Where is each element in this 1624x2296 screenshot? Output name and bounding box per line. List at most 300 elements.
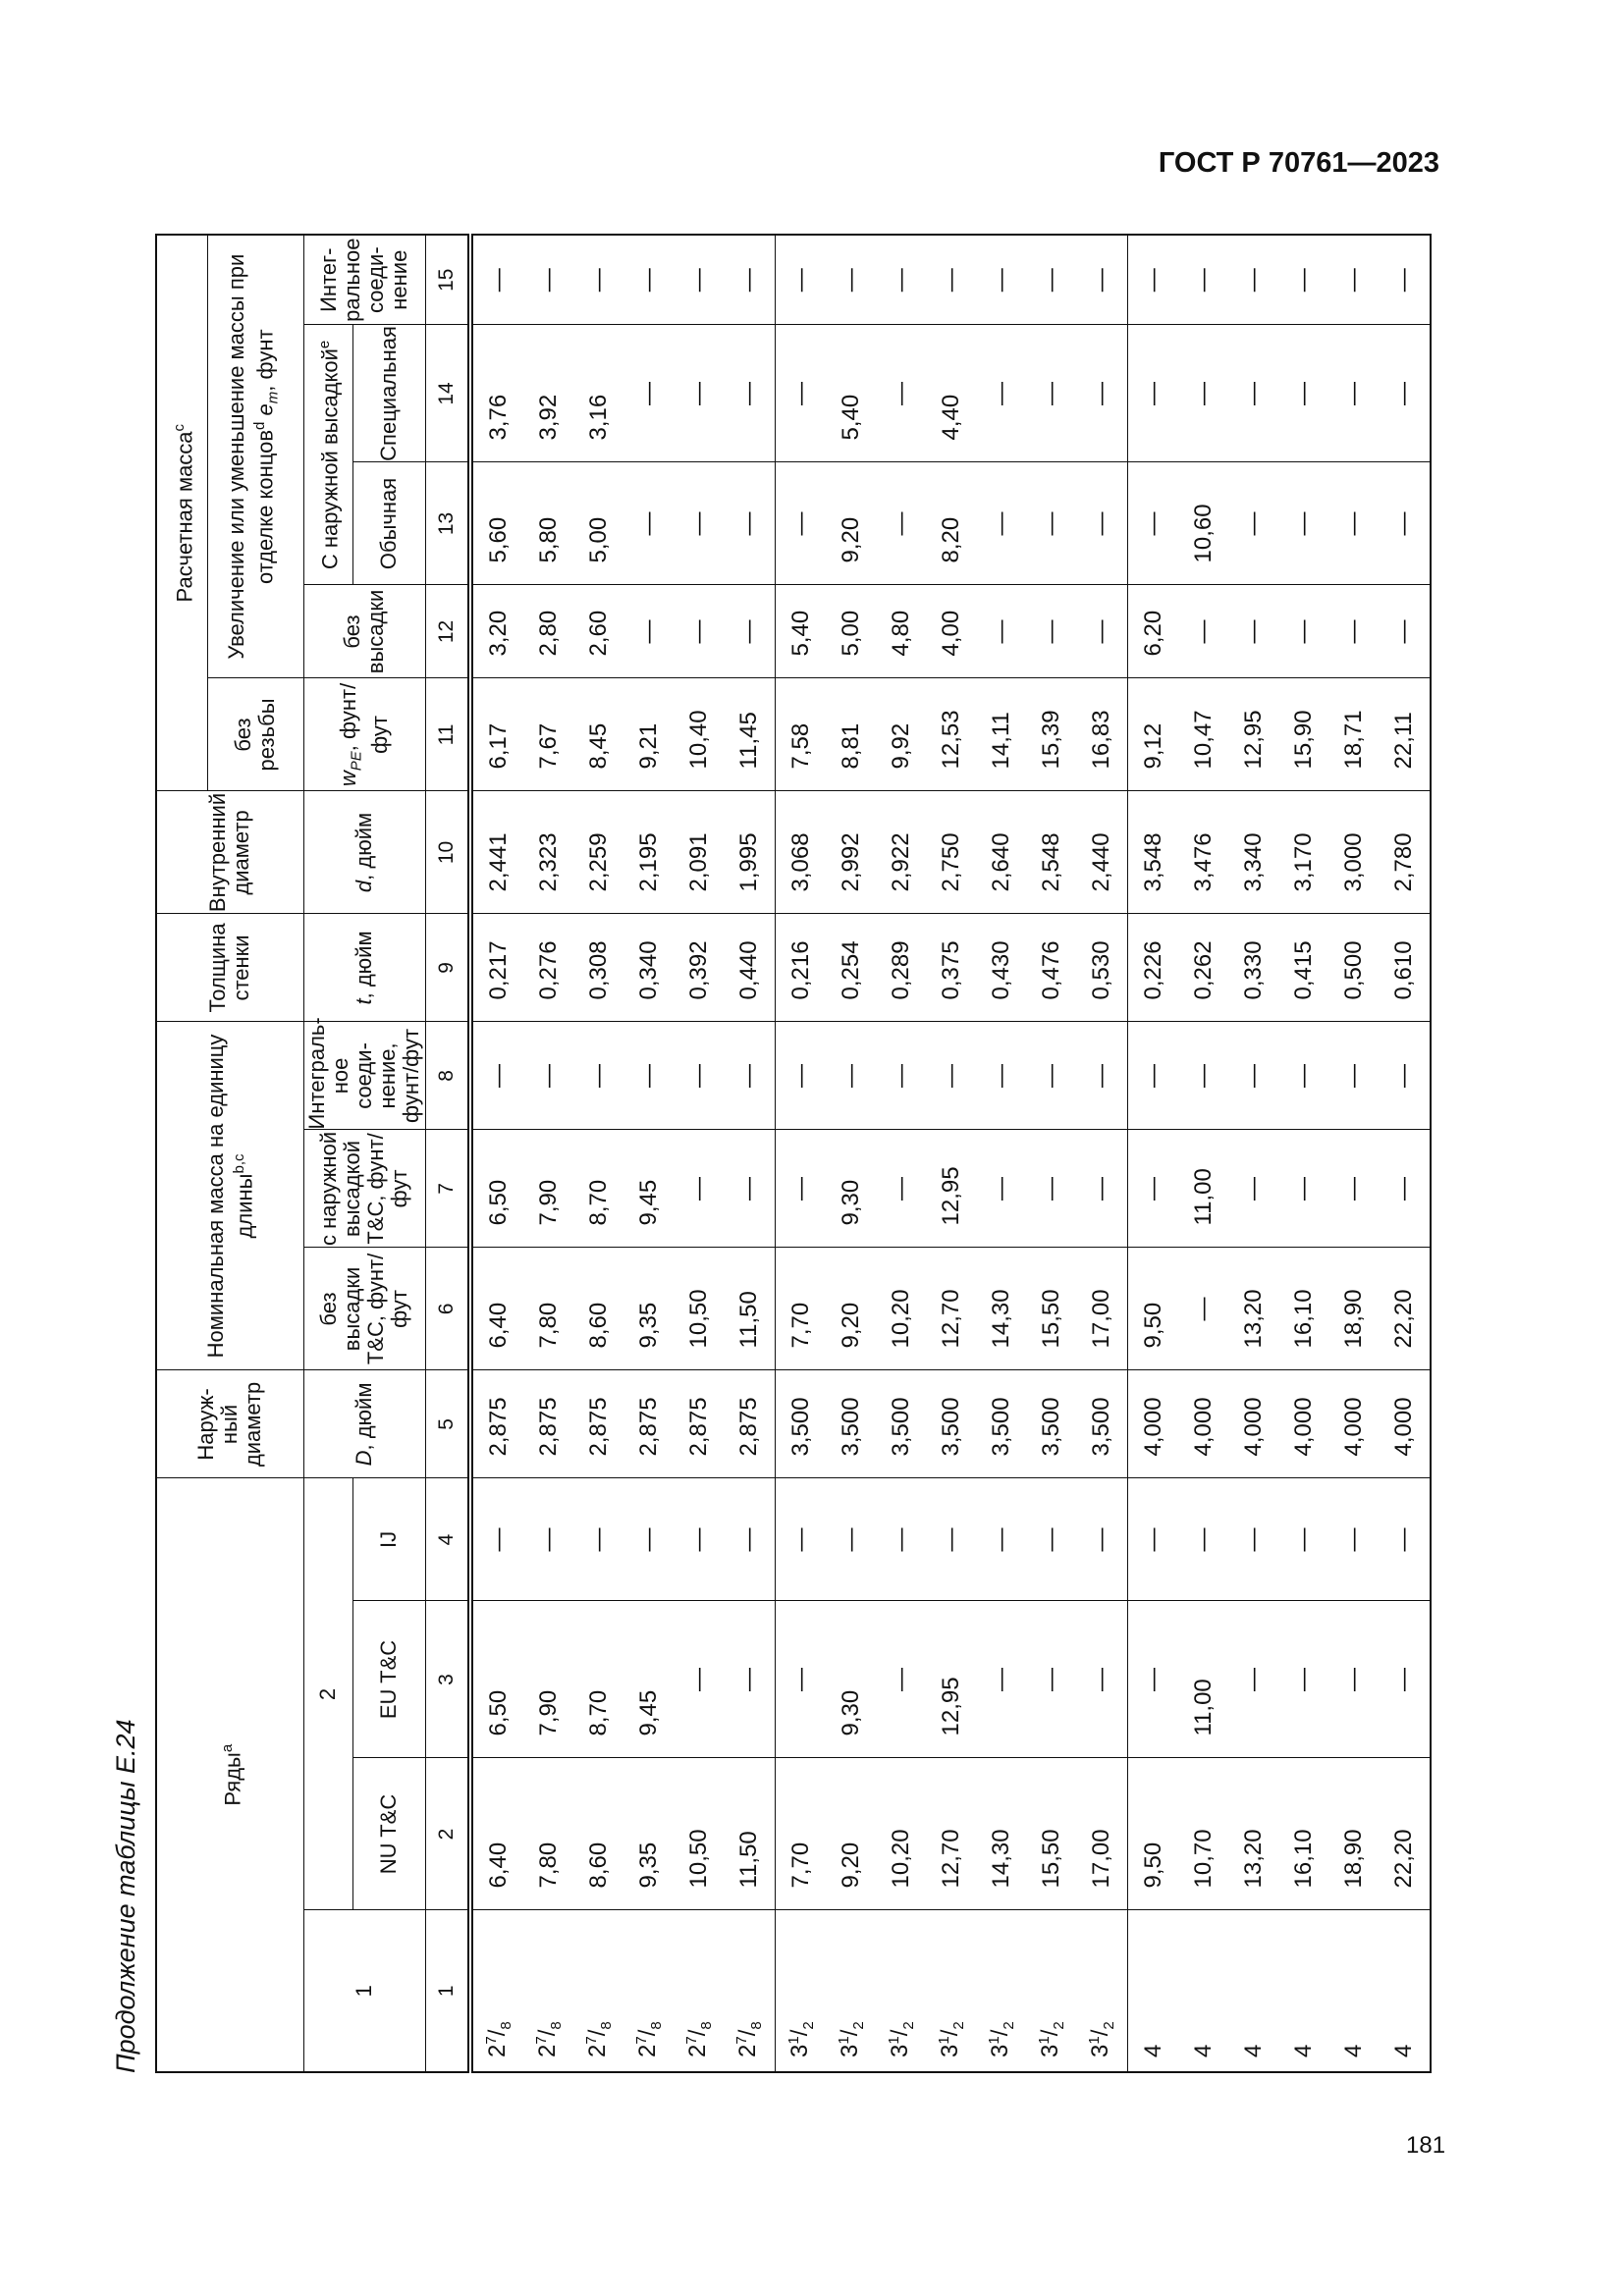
cell-col10: 1,995 <box>724 791 776 914</box>
size-numerator: 7 <box>482 2036 500 2045</box>
document-header: ГОСТ Р 70761—2023 <box>1158 147 1439 179</box>
cell-col3: — <box>1379 1601 1431 1758</box>
cell-col3: 6,50 <box>470 1601 523 1758</box>
header-rows-label: Ряды <box>219 1752 244 1806</box>
cell-col5: 3,500 <box>826 1370 876 1478</box>
cell-col8: — <box>926 1022 976 1130</box>
table-row <box>926 235 976 2072</box>
cell-col12: 5,00 <box>826 585 876 678</box>
cell-col14: 4,40 <box>926 325 976 462</box>
size-whole: 3 <box>836 2044 863 2057</box>
cell-col12: 2,80 <box>523 585 573 678</box>
fraction-slash: / <box>886 2029 913 2037</box>
header-upset-label: С наружной высадкой <box>317 348 343 570</box>
cell-col13: — <box>1278 462 1328 585</box>
cell-col11: 8,81 <box>826 678 876 791</box>
column-number: 14 <box>425 325 470 462</box>
size-whole: 2 <box>683 2044 711 2057</box>
fraction-slash: / <box>836 2029 863 2037</box>
footnote-mark: c <box>170 423 188 432</box>
cell-col5: 4,000 <box>1278 1370 1328 1478</box>
cell-col9: 0,226 <box>1128 914 1179 1022</box>
unit-label: , дюйм <box>352 1382 376 1451</box>
size-cell <box>1379 1910 1431 2072</box>
header-col7: с наружной высадкой T&C, фунт/фут <box>303 1130 425 1248</box>
cell-col15: — <box>1026 235 1076 325</box>
cell-col8: — <box>470 1022 523 1130</box>
cell-col7: — <box>1128 1130 1179 1248</box>
cell-col10: 3,340 <box>1228 791 1278 914</box>
cell-col11: 11,45 <box>724 678 776 791</box>
cell-col12: — <box>1328 585 1379 678</box>
cell-col14: 3,92 <box>523 325 573 462</box>
cell-col14: 3,16 <box>573 325 623 462</box>
cell-col12: — <box>1178 585 1228 678</box>
cell-col5: 3,500 <box>1076 1370 1128 1478</box>
symbol-d: d <box>352 880 376 893</box>
cell-col7: 6,50 <box>470 1130 523 1248</box>
cell-col6: 7,80 <box>523 1248 573 1370</box>
cell-col9: 0,440 <box>724 914 776 1022</box>
cell-col5: 3,500 <box>876 1370 926 1478</box>
header-ij: IJ <box>352 1478 425 1601</box>
cell-col9: 0,415 <box>1278 914 1328 1022</box>
cell-col3: 8,70 <box>573 1601 623 1758</box>
cell-col11: 10,40 <box>674 678 724 791</box>
column-number: 13 <box>425 462 470 585</box>
size-denominator: 8 <box>497 2021 514 2030</box>
table-body <box>470 235 1431 2072</box>
cell-col15: — <box>1278 235 1328 325</box>
size-cell <box>876 1910 926 2072</box>
column-number: 12 <box>425 585 470 678</box>
cell-col8: — <box>674 1022 724 1130</box>
cell-col9: 0,430 <box>976 914 1026 1022</box>
fraction-slash: / <box>1087 2029 1114 2037</box>
cell-col6: 10,20 <box>876 1248 926 1370</box>
cell-col3: 11,00 <box>1178 1601 1228 1758</box>
cell-col8: — <box>1228 1022 1278 1130</box>
cell-col11: 14,11 <box>976 678 1026 791</box>
size-cell <box>826 1910 876 2072</box>
cell-col2: 12,70 <box>926 1758 976 1910</box>
cell-col12: 2,60 <box>573 585 623 678</box>
cell-col10: 2,323 <box>523 791 573 914</box>
cell-col11: 8,45 <box>573 678 623 791</box>
size-cell <box>1128 1910 1179 2072</box>
cell-col6: 9,20 <box>826 1248 876 1370</box>
cell-col4: — <box>623 1478 674 1601</box>
cell-col3: 9,45 <box>623 1601 674 1758</box>
cell-col3: 12,95 <box>926 1601 976 1758</box>
size-denominator: 8 <box>697 2021 715 2030</box>
cell-col15: — <box>523 235 573 325</box>
cell-col5: 2,875 <box>674 1370 724 1478</box>
cell-col8: — <box>623 1022 674 1130</box>
cell-col7: 9,30 <box>826 1130 876 1248</box>
cell-col9: 0,610 <box>1379 914 1431 1022</box>
size-whole: 2 <box>583 2044 611 2057</box>
cell-col11: 9,92 <box>876 678 926 791</box>
cell-col4: — <box>876 1478 926 1601</box>
cell-col10: 2,780 <box>1379 791 1431 914</box>
fraction-slash: / <box>583 2029 611 2037</box>
size-whole: 3 <box>1036 2044 1063 2057</box>
cell-col9: 0,530 <box>1076 914 1128 1022</box>
cell-col3: — <box>876 1601 926 1758</box>
cell-col10: 2,750 <box>926 791 976 914</box>
cell-col4: — <box>926 1478 976 1601</box>
cell-col3: — <box>724 1601 776 1758</box>
cell-col8: — <box>1026 1022 1076 1130</box>
cell-col7: — <box>1328 1130 1379 1248</box>
cell-col4: — <box>573 1478 623 1601</box>
cell-col13: 9,20 <box>826 462 876 585</box>
size-denominator: 2 <box>1050 2021 1067 2030</box>
size-cell <box>724 1910 776 2072</box>
cell-col4: — <box>976 1478 1026 1601</box>
cell-col5: 2,875 <box>724 1370 776 1478</box>
cell-col7: — <box>1228 1130 1278 1248</box>
cell-col9: 0,254 <box>826 914 876 1022</box>
header-inner-diameter: Внутренний диаметр <box>156 791 303 914</box>
cell-col5: 3,500 <box>926 1370 976 1478</box>
table-row <box>724 235 776 2072</box>
cell-col12: 4,00 <box>926 585 976 678</box>
size-whole: 2 <box>533 2044 561 2057</box>
cell-col2: 18,90 <box>1328 1758 1379 1910</box>
fraction-slash: / <box>936 2029 963 2037</box>
cell-col12: — <box>1278 585 1328 678</box>
column-number: 1 <box>425 1910 470 2072</box>
cell-col6: 8,60 <box>573 1248 623 1370</box>
table-caption: Продолжение таблицы Е.24 <box>111 1719 140 2073</box>
cell-col12: — <box>724 585 776 678</box>
fraction-slash: / <box>633 2029 661 2037</box>
size-denominator: 2 <box>1000 2021 1017 2030</box>
cell-col15: — <box>1328 235 1379 325</box>
table-row <box>1278 235 1328 2072</box>
cell-col5: 4,000 <box>1228 1370 1278 1478</box>
cell-col2: 14,30 <box>976 1758 1026 1910</box>
table-row <box>573 235 623 2072</box>
cell-col8: — <box>724 1022 776 1130</box>
cell-col4: — <box>674 1478 724 1601</box>
cell-col9: 0,276 <box>523 914 573 1022</box>
size-cell <box>523 1910 573 2072</box>
column-number: 6 <box>425 1248 470 1370</box>
cell-col5: 2,875 <box>573 1370 623 1478</box>
header-special: Специальная <box>352 325 425 462</box>
cell-col9: 0,500 <box>1328 914 1379 1022</box>
cell-col6: 14,30 <box>976 1248 1026 1370</box>
symbol-D: D <box>352 1450 376 1467</box>
size-cell <box>1026 1910 1076 2072</box>
size-numerator: 1 <box>885 2036 902 2045</box>
cell-col11: 18,71 <box>1328 678 1379 791</box>
cell-col14: — <box>1379 325 1431 462</box>
size-cell <box>623 1910 674 2072</box>
column-number: 15 <box>425 235 470 325</box>
column-number: 3 <box>425 1601 470 1758</box>
cell-col7: 9,45 <box>623 1130 674 1248</box>
data-table <box>155 234 1432 2073</box>
cell-col6: 10,50 <box>674 1248 724 1370</box>
cell-col12: 3,20 <box>470 585 523 678</box>
cell-col9: 0,340 <box>623 914 674 1022</box>
header-no-thread: без резьбы <box>207 678 303 791</box>
cell-col4: — <box>1076 1478 1128 1601</box>
cell-col4: — <box>1379 1478 1431 1601</box>
cell-col8: — <box>976 1022 1026 1130</box>
cell-col15: — <box>976 235 1026 325</box>
header-col12: без высадки <box>303 585 425 678</box>
cell-col8: — <box>573 1022 623 1130</box>
cell-col6: 15,50 <box>1026 1248 1076 1370</box>
footnote-mark: d <box>251 421 269 430</box>
size-numerator: 7 <box>632 2036 650 2045</box>
cell-col15: — <box>1128 235 1179 325</box>
size-numerator: 1 <box>785 2036 802 2045</box>
cell-col5: 4,000 <box>1128 1370 1179 1478</box>
cell-col15: — <box>573 235 623 325</box>
header-regular: Обычная <box>352 462 425 585</box>
cell-col10: 2,640 <box>976 791 1026 914</box>
cell-col9: 0,375 <box>926 914 976 1022</box>
header-mass-change-label: Увеличение или уменьшение массы при отделке концов <box>224 253 278 660</box>
cell-col2: 7,80 <box>523 1758 573 1910</box>
cell-col7: 7,90 <box>523 1130 573 1248</box>
size-cell <box>1178 1910 1228 2072</box>
cell-col9: 0,289 <box>876 914 926 1022</box>
cell-col9: 0,216 <box>776 914 827 1022</box>
size-whole: 4 <box>1289 2044 1317 2057</box>
fraction-slash: / <box>734 2029 762 2037</box>
table-container <box>155 236 1439 2073</box>
cell-col3: — <box>776 1601 827 1758</box>
size-numerator: 1 <box>985 2036 1002 2045</box>
table-row <box>876 235 926 2072</box>
size-cell <box>776 1910 827 2072</box>
cell-col12: 6,20 <box>1128 585 1179 678</box>
cell-col13: — <box>674 462 724 585</box>
cell-col5: 3,500 <box>776 1370 827 1478</box>
cell-col15: — <box>926 235 976 325</box>
size-cell <box>674 1910 724 2072</box>
cell-col10: 3,476 <box>1178 791 1228 914</box>
symbol-subscript: PE <box>348 751 365 772</box>
cell-col3: — <box>1128 1601 1179 1758</box>
cell-col9: 0,392 <box>674 914 724 1022</box>
size-whole: 3 <box>986 2044 1013 2057</box>
size-numerator: 1 <box>835 2036 852 2045</box>
cell-col6: 18,90 <box>1328 1248 1379 1370</box>
size-whole: 4 <box>1339 2044 1367 2057</box>
header-calc-mass-label: Расчетная масса <box>171 431 196 603</box>
cell-col3: — <box>1026 1601 1076 1758</box>
size-whole: 3 <box>886 2044 913 2057</box>
cell-col14: — <box>876 325 926 462</box>
column-number: 10 <box>425 791 470 914</box>
cell-col8: — <box>1278 1022 1328 1130</box>
cell-col10: 3,548 <box>1128 791 1179 914</box>
cell-col14: — <box>976 325 1026 462</box>
cell-col11: 9,12 <box>1128 678 1179 791</box>
cell-col10: 3,068 <box>776 791 827 914</box>
size-whole: 2 <box>483 2044 511 2057</box>
size-numerator: 1 <box>1035 2036 1053 2045</box>
column-number-row <box>425 235 470 2072</box>
cell-col13: — <box>1026 462 1076 585</box>
header-nu: NU T&C <box>352 1758 425 1910</box>
cell-col3: — <box>1076 1601 1128 1758</box>
header-rows <box>156 1478 303 2072</box>
cell-col3: 9,30 <box>826 1601 876 1758</box>
cell-col11: 15,90 <box>1278 678 1328 791</box>
cell-col7: — <box>1379 1130 1431 1248</box>
fraction-slash: / <box>483 2029 511 2037</box>
cell-col3: 7,90 <box>523 1601 573 1758</box>
cell-col13: — <box>1379 462 1431 585</box>
size-whole: 4 <box>1239 2044 1267 2057</box>
footnote-mark: e <box>316 340 334 349</box>
cell-col12: — <box>623 585 674 678</box>
cell-col5: 4,000 <box>1379 1370 1431 1478</box>
cell-col14: — <box>1278 325 1328 462</box>
table-row <box>1128 235 1179 2072</box>
cell-col3: — <box>1278 1601 1328 1758</box>
cell-col11: 15,39 <box>1026 678 1076 791</box>
cell-col6: 9,50 <box>1128 1248 1179 1370</box>
cell-col5: 4,000 <box>1328 1370 1379 1478</box>
cell-col2: 17,00 <box>1076 1758 1128 1910</box>
cell-col11: 9,21 <box>623 678 674 791</box>
size-denominator: 8 <box>747 2021 765 2030</box>
size-cell <box>1278 1910 1328 2072</box>
cell-col15: — <box>1228 235 1278 325</box>
size-denominator: 2 <box>899 2021 917 2030</box>
table-row <box>674 235 724 2072</box>
cell-col8: — <box>1128 1022 1179 1130</box>
cell-col8: — <box>776 1022 827 1130</box>
cell-col3: — <box>1328 1601 1379 1758</box>
cell-col14: — <box>674 325 724 462</box>
cell-col5: 4,000 <box>1178 1370 1228 1478</box>
cell-col2: 8,60 <box>573 1758 623 1910</box>
cell-col2: 6,40 <box>470 1758 523 1910</box>
cell-col7: 8,70 <box>573 1130 623 1248</box>
cell-col12: 4,80 <box>876 585 926 678</box>
cell-col6: 12,70 <box>926 1248 976 1370</box>
cell-col13: — <box>623 462 674 585</box>
size-denominator: 8 <box>597 2021 615 2030</box>
size-whole: 2 <box>734 2044 762 2057</box>
footnote-mark: b,c <box>230 1153 247 1174</box>
cell-col2: 11,50 <box>724 1758 776 1910</box>
size-numerator: 7 <box>582 2036 600 2045</box>
cell-col11: 7,58 <box>776 678 827 791</box>
cell-col13: — <box>876 462 926 585</box>
size-whole: 2 <box>633 2044 661 2057</box>
cell-col15: — <box>1178 235 1228 325</box>
size-whole: 4 <box>1390 2044 1417 2057</box>
header-wpe <box>303 678 425 791</box>
unit-label: , фунт <box>252 329 278 392</box>
cell-col10: 2,195 <box>623 791 674 914</box>
cell-col14: — <box>1128 325 1179 462</box>
column-number: 8 <box>425 1022 470 1130</box>
symbol-t: t <box>352 998 376 1005</box>
size-cell <box>1228 1910 1278 2072</box>
header-nominal-mass-label: Номинальная масса на единицу длины <box>202 1034 256 1359</box>
footnote-mark: a <box>218 1743 236 1753</box>
cell-col13: — <box>1228 462 1278 585</box>
table-row <box>776 235 827 2072</box>
cell-col9: 0,308 <box>573 914 623 1022</box>
header-wall-thickness: Толщина стенки <box>156 914 303 1022</box>
cell-col8: — <box>523 1022 573 1130</box>
cell-col4: — <box>826 1478 876 1601</box>
size-numerator: 1 <box>935 2036 952 2045</box>
cell-col11: 16,83 <box>1076 678 1128 791</box>
table-row <box>1076 235 1128 2072</box>
size-numerator: 7 <box>532 2036 550 2045</box>
cell-col13: 10,60 <box>1178 462 1228 585</box>
cell-col10: 2,259 <box>573 791 623 914</box>
cell-col2: 13,20 <box>1228 1758 1278 1910</box>
cell-col2: 9,50 <box>1128 1758 1179 1910</box>
cell-col14: — <box>1026 325 1076 462</box>
column-number: 11 <box>425 678 470 791</box>
cell-col4: — <box>1128 1478 1179 1601</box>
header-row-2: 2 <box>303 1478 352 1910</box>
cell-col7: — <box>1076 1130 1128 1248</box>
cell-col4: — <box>470 1478 523 1601</box>
cell-col10: 2,548 <box>1026 791 1076 914</box>
size-denominator: 8 <box>547 2021 565 2030</box>
cell-col4: — <box>724 1478 776 1601</box>
cell-col15: — <box>1379 235 1431 325</box>
size-denominator: 2 <box>949 2021 967 2030</box>
size-cell <box>1328 1910 1379 2072</box>
cell-col5: 3,500 <box>976 1370 1026 1478</box>
header-d <box>303 791 425 914</box>
cell-col3: — <box>976 1601 1026 1758</box>
cell-col14: — <box>1328 325 1379 462</box>
cell-col2: 9,20 <box>826 1758 876 1910</box>
cell-col13: — <box>1128 462 1179 585</box>
cell-col8: — <box>826 1022 876 1130</box>
size-denominator: 2 <box>1100 2021 1117 2030</box>
cell-col11: 10,47 <box>1178 678 1228 791</box>
cell-col10: 2,440 <box>1076 791 1128 914</box>
table-row <box>976 235 1026 2072</box>
cell-col5: 3,500 <box>1026 1370 1076 1478</box>
cell-col4: — <box>523 1478 573 1601</box>
cell-col7: — <box>1278 1130 1328 1248</box>
cell-col6: — <box>1178 1248 1228 1370</box>
cell-col15: — <box>674 235 724 325</box>
cell-col7: 12,95 <box>926 1130 976 1248</box>
cell-col10: 2,441 <box>470 791 523 914</box>
cell-col4: — <box>1026 1478 1076 1601</box>
cell-col12: — <box>674 585 724 678</box>
size-denominator: 2 <box>799 2021 817 2030</box>
cell-col10: 2,992 <box>826 791 876 914</box>
table-row <box>1178 235 1228 2072</box>
cell-col12: — <box>1076 585 1128 678</box>
cell-col7: — <box>976 1130 1026 1248</box>
